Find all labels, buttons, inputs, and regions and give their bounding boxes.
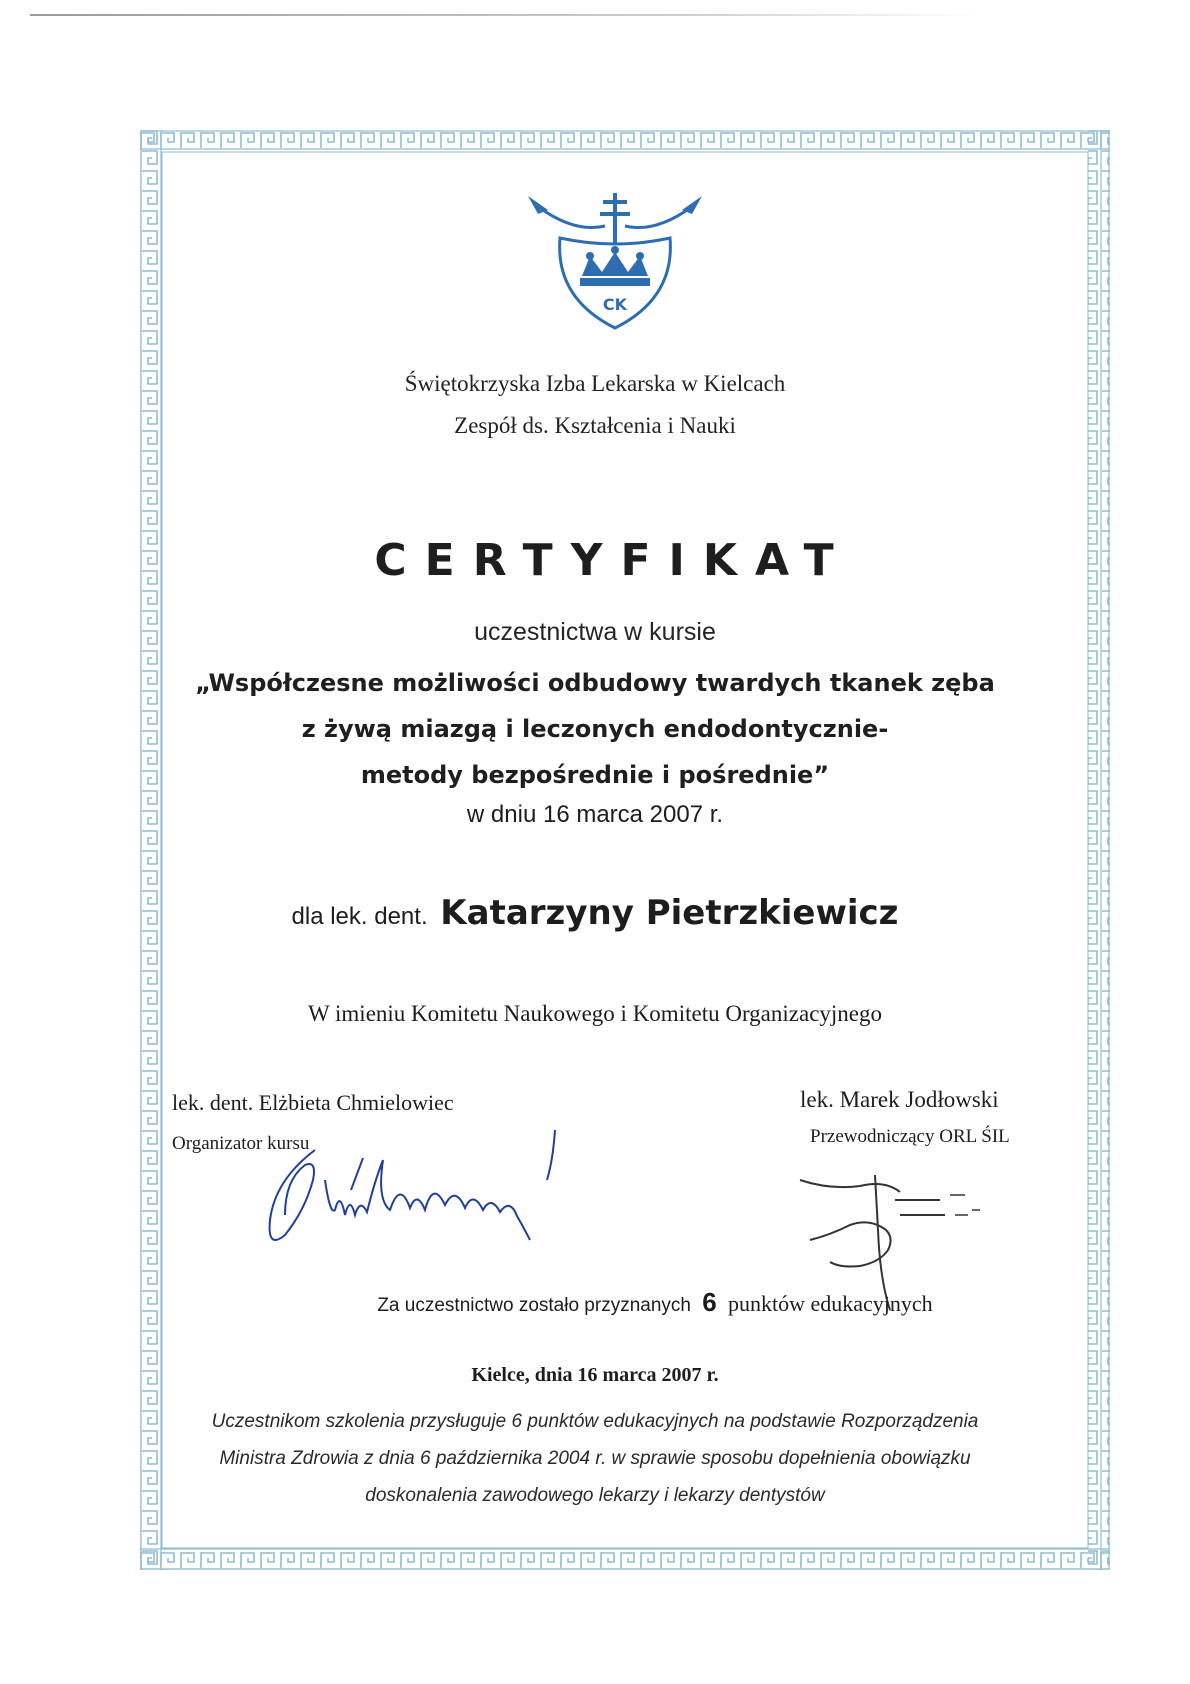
- education-points-statement: [0, 1287, 1190, 1318]
- medical-chamber-emblem-icon: [520, 188, 710, 338]
- right-signatory-role: Przewodniczący ORL ŚIL: [810, 1126, 1010, 1147]
- recipient-prefix: dla lek. dent.: [291, 903, 428, 930]
- legal-footnote: [0, 1403, 1190, 1514]
- footnote-line: Ministra Zdrowia z dnia 6 października 2004 r. w sprawie sposobu dopełnienia obowiązku: [219, 1448, 971, 1469]
- course-title-line: metody bezpośrednie i pośrednie”: [360, 761, 830, 789]
- left-signatory-role: Organizator kursu: [172, 1133, 310, 1154]
- decorative-meander-border: [140, 130, 1110, 1570]
- footnote-line: Uczestnikom szkolenia przysługuje 6 punktów edukacyjnych na podstawie Rozporządzenia: [211, 1411, 979, 1432]
- right-signatory-name: lek. Marek Jodłowski: [800, 1087, 999, 1112]
- certificate-subtitle: uczestnictwa w kursie: [474, 618, 716, 646]
- course-title-line: „Współczesne możliwości odbudowy twardych tkanek zęba: [195, 669, 995, 697]
- recipient: [0, 893, 1190, 933]
- points-count: 6: [702, 1287, 717, 1317]
- points-text-after: punktów edukacyjnych: [728, 1291, 933, 1316]
- left-signatory-name: lek. dent. Elżbieta Chmielowiec: [172, 1090, 454, 1115]
- footnote-line: doskonalenia zawodowego lekarzy i lekarzy dentystów: [365, 1485, 825, 1506]
- issuing-organization: [0, 363, 1190, 447]
- course-title: [0, 660, 1190, 798]
- certificate-title: CERTYFIKAT: [374, 535, 852, 586]
- recipient-name: Katarzyny Pietrzkiewicz: [440, 893, 899, 933]
- organization-team: Zespół ds. Kształcenia i Nauki: [454, 413, 736, 438]
- course-title-line: z żywą miazgą i leczonych endodontycznie-: [301, 715, 889, 743]
- organization-name: Świętokrzyska Izba Lekarska w Kielcach: [404, 371, 786, 396]
- committee-statement: W imieniu Komitetu Naukowego i Komitetu Organizacyjnego: [307, 1001, 883, 1026]
- scan-edge-line: [30, 14, 980, 16]
- points-text-before: Za uczestnictwo zostało przyznanych: [377, 1295, 691, 1316]
- place-and-date: Kielce, dnia 16 marca 2007 r.: [471, 1364, 719, 1386]
- left-handwritten-signature: [255, 1120, 595, 1260]
- course-date: w dniu 16 marca 2007 r.: [466, 801, 724, 828]
- svg-text:CK: CK: [602, 295, 628, 314]
